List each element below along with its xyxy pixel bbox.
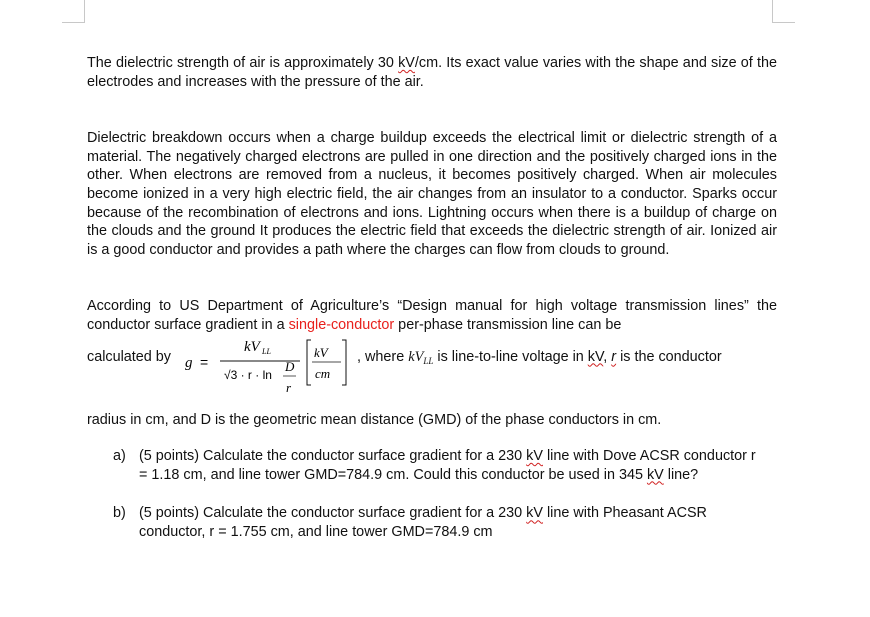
- formula-unit-denominator: cm: [315, 365, 331, 381]
- paragraph-dielectric-strength: [87, 54, 777, 91]
- formula-unit-numerator: kV: [314, 344, 328, 360]
- page-corner-mark-top-left: [62, 0, 85, 23]
- spellcheck-word: kV: [526, 505, 543, 522]
- question-list: [87, 447, 777, 541]
- spellcheck-word: kV: [398, 55, 415, 71]
- question-text: (5 points) Calculate the conductor surface gradient for a 230: [139, 505, 527, 522]
- r-variable: r: [611, 348, 617, 365]
- formula-explanation: , where $kV_{LL}$ is line-to-line voltage in kV, r is the conductor: [357, 348, 722, 366]
- formula-line: [87, 338, 777, 411]
- formula-right-bracket: [342, 340, 346, 385]
- formula-numerator-sub: LL: [262, 346, 271, 356]
- question-label: b): [113, 505, 126, 522]
- page-corner-mark-top-right: [772, 0, 795, 23]
- question-text: line?: [663, 466, 699, 483]
- question-label: a): [113, 448, 126, 465]
- formula-g: g: [185, 354, 193, 371]
- highlighted-term: single-conductor: [288, 316, 395, 333]
- formula-lead-text: calculated by: [87, 348, 171, 365]
- question-item-a: [87, 447, 767, 484]
- document-page: [87, 54, 777, 562]
- question-text: line with Pheasant ACSR conductor, r = 1.755 cm, and line tower GMD=784.9 cm: [139, 505, 707, 540]
- question-text: line with Dove ACSR conductor r = 1.18 cm, and line tower GMD=784.9 cm. Could this conductor be used in 345: [139, 448, 756, 483]
- formula-ln-numerator: D: [285, 358, 295, 374]
- paragraph-text: According to US Department of Agriculture’s “Design manual for high voltage transmission lines” the conductor surface gradient in a: [87, 298, 777, 333]
- spellcheck-word: kV: [526, 448, 543, 465]
- kvll-main: kV: [408, 348, 424, 365]
- surface-gradient-formula: [182, 335, 352, 411]
- paragraph-text: The dielectric strength of air is approximately 30: [87, 55, 399, 71]
- paragraph-text: per-phase transmission line can be: [394, 316, 622, 333]
- formula-equals: =: [200, 353, 209, 370]
- formula-ln-denominator: r: [286, 379, 292, 395]
- question-text: (5 points) Calculate the conductor surface gradient for a 230: [139, 448, 527, 465]
- explanation-text: , where: [357, 348, 405, 365]
- kvll-symbol: [408, 349, 433, 365]
- paragraph-text: /cm. Its exact value varies with the shape and size of the electrodes and increases with the pressure of the air.: [87, 55, 777, 90]
- paragraph-usda-manual: [87, 297, 777, 334]
- paragraph-radius: radius in cm, and D is the geometric mean distance (GMD) of the phase conductors in cm.: [87, 411, 662, 428]
- explanation-text: is line-to-line voltage in: [433, 348, 588, 365]
- question-item-b: [87, 504, 767, 541]
- formula-numerator: kV: [244, 338, 260, 355]
- formula-denominator: √3 · r · ln: [224, 367, 272, 382]
- kvll-sub: LL: [423, 355, 434, 366]
- paragraph-dielectric-breakdown: Dielectric breakdown occurs when a charge buildup exceeds the electrical limit or dielectric strength of a material. The negatively charged electrons are pulled in one direction and the positively charged ions in the other. When electrons are removed from a nucleus, it becomes positively charged. When air molecules become ionized in a very high electric field, the air changes from an insulator to a conductor. Sparks occur because of the recombination of electrons and ions. Lightning occurs when there is a buildup of charge on the clouds and the ground It produces the electric field that exceeds the dielectric strength of air. Ionized air is a good conductor and provides a path where the charges can flow from clouds to ground.: [87, 130, 777, 258]
- formula-left-bracket: [307, 340, 311, 385]
- explanation-text: is the conductor: [616, 348, 722, 365]
- spellcheck-word: kV: [646, 466, 664, 483]
- spellcheck-word: kV: [587, 348, 604, 365]
